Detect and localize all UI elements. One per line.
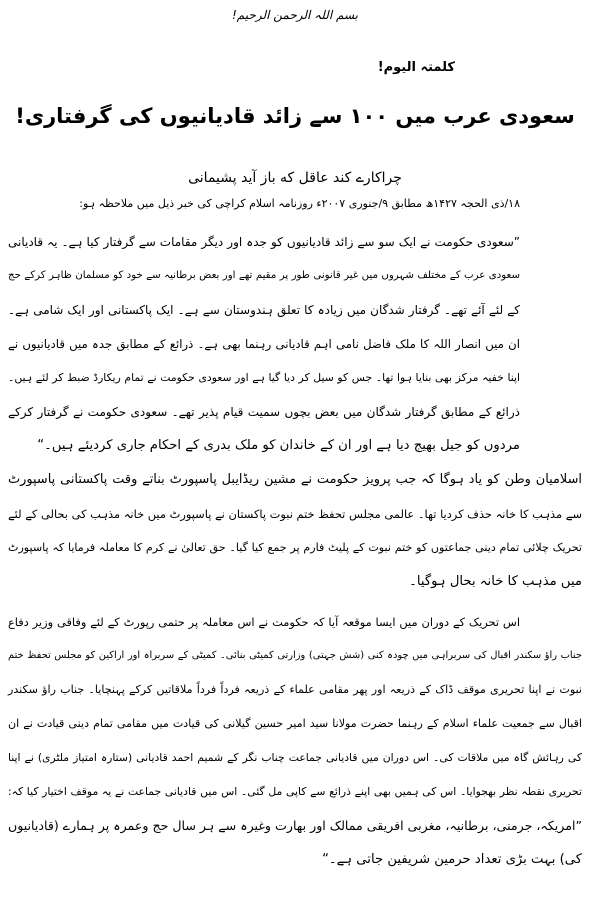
quote-line: ان میں انصار اللہ کا ملک فاضل نامی اہم قادیانی رہنما بھی ہے۔ ذرائع کے مطابق جدہ میں قادیانیوں نے: [8, 337, 520, 351]
quote-line: سعودی عرب کے مختلف شہروں میں غیر قانونی طور پر مقیم تھے اور بعض برطانیہ سے خود کو مسلمان ظاہر کرکے حج: [8, 270, 520, 281]
quote-line: کی) بہت بڑی تعداد حرمین شریفین جاتی ہے۔“: [322, 852, 582, 867]
paragraph-line: کی رہائش گاہ میں ملاقات کی۔ اس دوران میں قادیانی جماعت چناب نگر کے شمیم احمد قادیانی (ستارہ امتیاز ملٹری) نے اپنا: [8, 751, 582, 764]
paragraph-line: تحریک چلائی تمام دینی جماعتوں کو ختم نبوت کے پلیٹ فارم پر جمع کیا گیا۔ حق تعالیٰ نے کرم کا معاملہ فرمایا کہ پاسپورٹ: [8, 541, 582, 554]
quote-line: ”امریکہ، جرمنی، برطانیہ، مغربی افریقی ممالک اور بھارت وغیرہ سے ہر سال حج وعمرہ پر ہمارے (قادیانیوں: [8, 818, 582, 833]
column-title: کلمتہ الیوم!: [377, 60, 455, 75]
quote-line: کے لئے آئے تھے۔ گرفتار شدگان میں زیادہ کا تعلق ہندوستان سے ہے۔ ایک پاکستانی اور ایک شامی ہے۔: [8, 303, 520, 317]
persian-couplet: چراکارے کند عاقل که باز آید پشیمانی: [188, 170, 402, 186]
dateline: ۱۸/ذی الحجہ ۱۴۲۷ھ مطابق ۹/جنوری ۲۰۰۷ء روزنامہ اسلام کراچی کی خبر ذیل میں ملاحظہ ہو:: [79, 197, 520, 210]
bismillah: بسم اللہ الرحمن الرحیم!: [231, 8, 359, 22]
paragraph-line: جناب راؤ سکندر اقبال کی سربراہی میں چودہ کنی (شش جہتی) وزارتی کمیٹی بنائی۔ کمیٹی کے سربراہ اور اراکین کو مجلس تحفظ ختم: [8, 650, 582, 661]
paragraph-line: اس تحریک کے دوران میں ایسا موقعہ آیا کہ حکومت نے اس معاملہ پر حتمی رپورٹ کے لئے وفاقی وزیر دفاع: [8, 615, 520, 629]
quote-line: اپنا خفیہ مرکز بھی بنایا ہوا تھا۔ جس کو سیل کر دیا گیا ہے اور سعودی حکومت نے تمام ریکارڈ ضبط کر لئے ہیں۔: [8, 371, 520, 384]
paragraph-line: اسلامیان وطن کو یاد ہوگا کہ جب پرویز حکومت نے مشین ریڈایبل پاسپورٹ بناتے وقت پاکستانی پاسپورٹ: [8, 472, 582, 487]
quote-line: مردوں کو جیل بھیج دیا ہے اور ان کے خاندان کو ملک بدری کے احکام جاری کردیئے ہیں۔“: [37, 438, 520, 453]
headline: سعودی عرب میں ۱۰۰ سے زائد قادیانیوں کی گرفتاری!: [15, 104, 575, 128]
paragraph-line: تحریری نقطہ نظر بھجوایا۔ اس کی ہمیں بھی اپنے ذرائع سے کاپی مل گئی۔ اس میں قادیانی جماعت نے یہ موقف اختیار کیا کہ:: [8, 785, 582, 798]
quote-line: ذرائع کے مطابق گرفتار شدگان میں بعض بچوں سمیت قیام پذیر تھے۔ سعودی حکومت نے گرفتار کرکے: [8, 405, 520, 419]
quote-line: ”سعودی حکومت نے ایک سو سے زائد قادیانیوں کو جدہ اور دیگر مقامات سے گرفتار کیا ہے۔ یہ قادیانی: [8, 235, 520, 249]
paragraph-line: اقبال سے جمعیت علماء اسلام کے رہنما حضرت مولانا سید امیر حسین گیلانی کی قیادت میں مقامی تمام دینی قیادت نے ان: [8, 717, 582, 730]
paragraph-line: میں مذہب کا خانہ بحال ہوگیا۔: [409, 574, 582, 589]
paragraph-line: نبوت نے اپنا تحریری موقف ڈاک کے ذریعہ اور پھر مقامی علماء کے ذریعہ فرداً فرداً ملاقاتیں کرکے پہنچایا۔ جناب راؤ سکندر: [8, 683, 582, 696]
paragraph-line: سے مذہب کا خانہ حذف کردیا تھا۔ عالمی مجلس تحفظ ختم نبوت پاکستان نے پاسپورٹ میں خانہ مذہب کی بحالی کے لئے: [8, 507, 582, 521]
